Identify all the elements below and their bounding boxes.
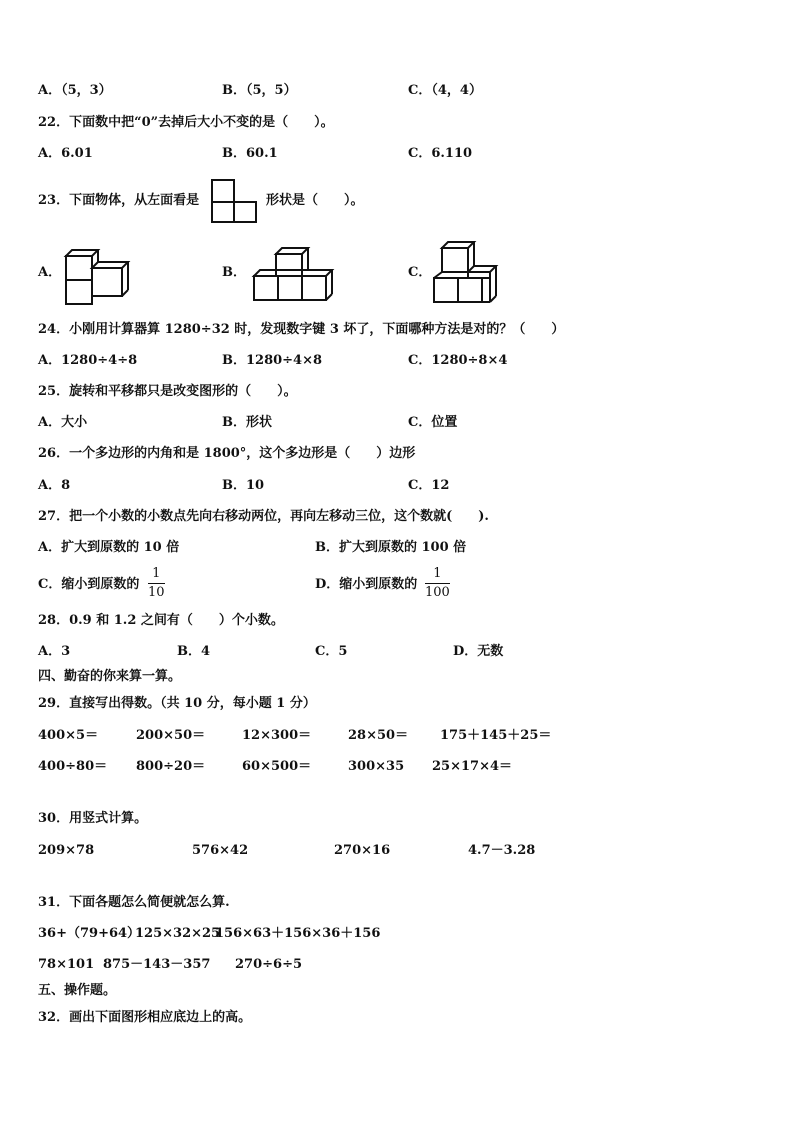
q24-option-b: B．1280÷4×8 (222, 353, 323, 368)
q30-item: 270×16 (334, 843, 391, 858)
q23-option-c: C． (408, 265, 432, 280)
q28-option-d: D．无数 (453, 644, 504, 659)
q29-item: 300×35 (348, 759, 405, 774)
q29-item: 25×17×4＝ (432, 759, 513, 774)
q31-item: 78×101 (38, 957, 95, 972)
q25-option-b: B．形状 (222, 415, 272, 430)
q25-stem: 25．旋转和平移都只是改变图形的（ ）。 (38, 384, 297, 399)
fraction-bar (425, 583, 450, 584)
q27-stem: 27．把一个小数的小数点先向右移动两位，再向左移动三位，这个数就( ). (38, 509, 489, 524)
q28-option-b: B．4 (177, 644, 211, 659)
left-view-figure (210, 178, 258, 224)
q24-option-c: C．1280÷8×4 (408, 353, 508, 368)
fraction-denominator: 10 (148, 585, 165, 600)
fraction-denominator: 100 (425, 585, 450, 600)
q21-option-a: A．（5，3） (38, 83, 112, 98)
q23-option-b: B． (222, 265, 246, 280)
q26-stem: 26．一个多边形的内角和是 1800°，这个多边形是（ ）边形 (38, 446, 416, 461)
q29-item: 12×300＝ (242, 728, 312, 743)
q30-item: 576×42 (192, 843, 249, 858)
fraction-numerator: 1 (433, 566, 442, 581)
q29-item: 175＋145＋25＝ (440, 728, 552, 743)
q27-option-a: A．扩大到原数的 10 倍 (38, 540, 180, 555)
q29-item: 800÷20＝ (136, 759, 206, 774)
fraction-numerator: 1 (152, 566, 161, 581)
q23-stem-after: 形状是（ ）。 (266, 193, 364, 208)
cube-figure-a (62, 246, 132, 306)
q22-option-a: A．6.01 (38, 146, 93, 161)
q25-option-a: A．大小 (38, 415, 88, 430)
q30-stem: 30．用竖式计算。 (38, 811, 148, 826)
section-four-heading: 四、勤奋的你来算一算。 (38, 669, 182, 684)
q22-option-c: C．6.110 (408, 146, 473, 161)
q27-option-d: D．缩小到原数的 (315, 577, 418, 592)
q26-option-a: A．8 (38, 478, 71, 493)
q21-option-c: C．（4，4） (408, 83, 482, 98)
q28-option-a: A．3 (38, 644, 71, 659)
cube-figure-c (432, 240, 502, 306)
q29-item: 400÷80＝ (38, 759, 108, 774)
q24-option-a: A．1280÷4÷8 (38, 353, 138, 368)
q21-option-b: B．（5，5） (222, 83, 297, 98)
q31-item: 270÷6÷5 (235, 957, 303, 972)
q28-option-c: C．5 (315, 644, 348, 659)
q31-item: 156×63＋156×36＋156 (215, 926, 381, 941)
q30-item: 209×78 (38, 843, 95, 858)
q24-stem: 24．小刚用计算器算 1280÷32 时，发现数字键 3 坏了，下面哪种方法是对的？（ ） (38, 322, 565, 337)
q28-stem: 28．0.9 和 1.2 之间有（ ）个小数。 (38, 613, 284, 628)
fraction-one-hundredth (425, 566, 450, 601)
q26-option-c: C．12 (408, 478, 450, 493)
q22-stem: 22．下面数中把“0”去掉后大小不变的是（ ）。 (38, 115, 334, 130)
q29-item: 200×50＝ (136, 728, 206, 743)
section-five-heading: 五、操作题。 (38, 983, 117, 998)
q29-stem: 29．直接写出得数。（共 10 分，每小题 1 分） (38, 696, 316, 711)
q31-item: 875－143－357 (103, 957, 211, 972)
q27-option-b: B．扩大到原数的 100 倍 (315, 540, 467, 555)
q23-stem-before: 23．下面物体，从左面看是 (38, 193, 200, 208)
q25-option-c: C．位置 (408, 415, 458, 430)
q26-option-b: B．10 (222, 478, 265, 493)
fraction-bar (148, 583, 165, 584)
q22-option-b: B．60.1 (222, 146, 278, 161)
q30-item: 4.7－3.28 (468, 843, 536, 858)
cube-figure-b (252, 244, 336, 302)
q32-stem: 32．画出下面图形相应底边上的高。 (38, 1010, 252, 1025)
q27-option-c: C．缩小到原数的 (38, 577, 140, 592)
fraction-one-tenth (148, 566, 165, 601)
q29-item: 28×50＝ (348, 728, 409, 743)
q29-item: 60×500＝ (242, 759, 312, 774)
q29-item: 400×5＝ (38, 728, 99, 743)
q23-option-a: A． (38, 265, 62, 280)
q31-item: 36+（79+64） (38, 926, 141, 941)
q31-item: 125×32×25 (135, 926, 221, 941)
q31-stem: 31．下面各题怎么简便就怎么算. (38, 895, 230, 910)
